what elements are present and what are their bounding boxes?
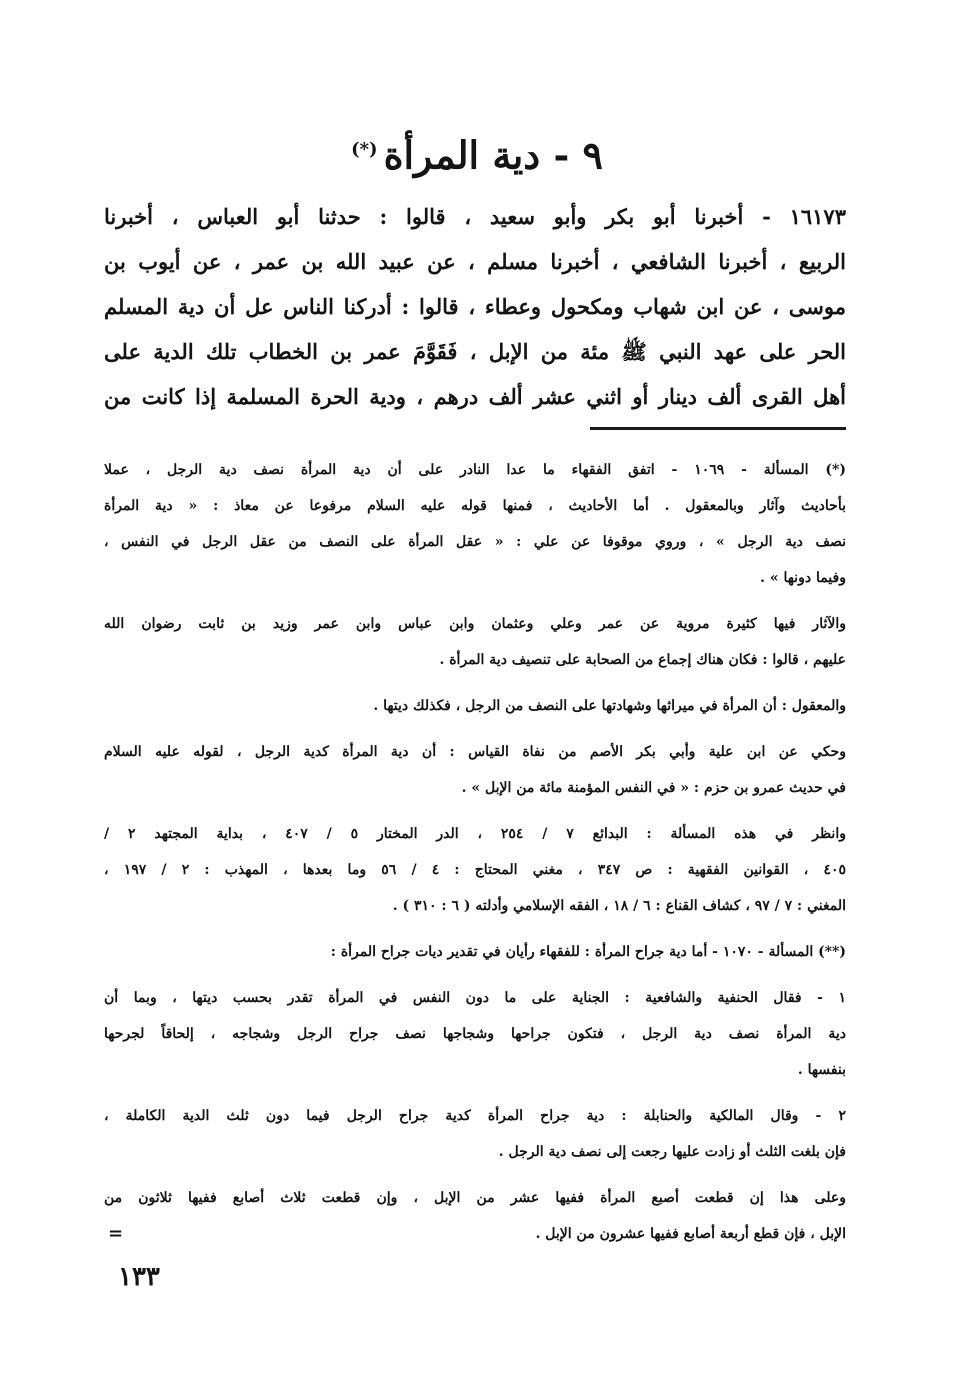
footnote-paragraph xyxy=(104,980,846,1088)
footnote-line: وحكي عن ابن علية وأبي بكر الأصم من نفاة القياس : أن دية المرأة كدية الرجل ، لقوله عليه السلام xyxy=(104,744,846,760)
main-text-line: الحر على عهد النبي ﷺ مئة من الإبل ، فَقَوَّمَ عمر بن الخطاب تلك الدية على xyxy=(104,339,846,364)
footnote-paragraph xyxy=(104,688,846,724)
footnote-separator xyxy=(590,427,846,430)
footnote-line: ٢ - وقال المالكية والحنابلة : دية جراح المرأة كدية جراح الرجل فيما دون ثلث الدية الكاملة ، xyxy=(104,1108,846,1124)
main-text-line: أهل القرى ألف دينار أو اثني عشر ألف درهم ، ودية الحرة المسلمة إذا كانت من xyxy=(104,384,846,409)
footnote-paragraph xyxy=(104,934,846,970)
main-text-line: ١٦١٧٣ - أخبرنا أبو بكر وأبو سعيد ، قالوا : حدثنا أبو العباس ، أخبرنا xyxy=(104,204,846,229)
main-text-line: موسى ، عن ابن شهاب ومكحول وعطاء ، قالوا : أدركنا الناس عل أن دية المسلم xyxy=(104,294,846,319)
footnote-paragraph xyxy=(104,1098,846,1170)
footnote-paragraph xyxy=(104,734,846,806)
footnote-line: وانظر في هذه المسألة : البدائع ٧ / ٢٥٤ ، الدر المختار ٥ / ٤٠٧ ، بداية المجتهد ٢ / xyxy=(104,826,846,842)
footnote-line: ٤٠٥ ، القوانين الفقهية : ص ٣٤٧ ، مغني المحتاج : ٤ / ٥٦ وما بعدها ، المهذب : ٢ / ١٩٧ ، xyxy=(104,862,846,878)
footnote-paragraph xyxy=(104,606,846,678)
footnote-marker: (*) xyxy=(351,139,378,160)
page-number: ١٣٣ xyxy=(118,1262,160,1292)
main-text xyxy=(104,194,846,419)
continuation-mark: = xyxy=(108,1223,124,1244)
footnote-paragraph xyxy=(104,452,846,596)
footnote-line: دية المرأة نصف دية الرجل ، فتكون جراحها وشجاجها نصف جراح الرجل وشجاجه ، إلحاقاً لجرحها xyxy=(104,1026,846,1042)
footnote-line: وعلى هذا إن قطعت أصبع المرأة ففيها عشر من الإبل ، وإن قطعت ثلاث أصابع ففيها ثلاثون من xyxy=(104,1190,846,1206)
footnote-line: المغني : ٧ / ٩٧ ، كشاف القناع : ٦ / ١٨ ، الفقه الإسلامي وأدلته ( ٦ : ٣١٠ ) . xyxy=(392,898,846,914)
footnote-paragraph xyxy=(104,1180,846,1252)
footnote-line: والمعقول : أن المرأة في ميراثها وشهادتها على النصف من الرجل ، فكذلك ديتها . xyxy=(373,698,846,714)
footnotes xyxy=(104,452,846,1262)
footnote-line: فإن بلغت الثلث أو زادت عليها رجعت إلى نصف دية الرجل . xyxy=(498,1144,846,1160)
footnote-line: عليهم ، قالوا : فكان هناك إجماع من الصحابة على تنصيف دية المرأة . xyxy=(439,652,846,668)
footnote-line: في حديث عمرو بن حزم : « في النفس المؤمنة مائة من الإبل » . xyxy=(461,780,846,796)
footnote-line: نصف دية الرجل » ، وروي موقوفا عن علي : « عقل المرأة على النصف من عقل الرجل في النفس ، xyxy=(104,534,846,550)
chapter-title xyxy=(0,120,954,186)
footnote-line: بأحاديث وآثار وبالمعقول . أما الأحاديث ، فمنها قوله عليه السلام مرفوعا عن معاذ : « دية المرأة xyxy=(104,498,846,514)
footnote-line: (*) المسألة - ١٠٦٩ - اتفق الفقهاء ما عدا النادر على أن دية المرأة نصف دية الرجل ، عملا xyxy=(104,462,846,478)
main-text-line: الربيع ، أخبرنا الشافعي ، أخبرنا مسلم ، عن عبيد الله بن عمر ، عن أيوب بن xyxy=(104,249,846,274)
footnote-line: الإبل ، فإن قطع أربعة أصابع ففيها عشرون من الإبل . xyxy=(535,1226,846,1242)
footnote-line: بنفسها . xyxy=(797,1062,846,1078)
footnote-paragraph xyxy=(104,816,846,924)
footnote-line: (**) المسألة - ١٠٧٠ - أما دية جراح المرأة : للفقهاء رأيان في تقدير ديات جراح المرأة : xyxy=(330,944,846,960)
footnote-line: وفيما دونها » . xyxy=(760,570,846,586)
footnote-line: ١ - فقال الحنفية والشافعية : الجناية على ما دون النفس في المرأة تقدر بحسب ديتها ، وبما أن xyxy=(104,990,846,1006)
footnote-line: والآثار فيها كثيرة مروية عن عمر وعلي وعثمان وابن عباس وابن عمر وزيد بن ثابت رضوان الله xyxy=(104,616,846,632)
chapter-title-text: ٩ - دية المرأة xyxy=(383,132,603,178)
